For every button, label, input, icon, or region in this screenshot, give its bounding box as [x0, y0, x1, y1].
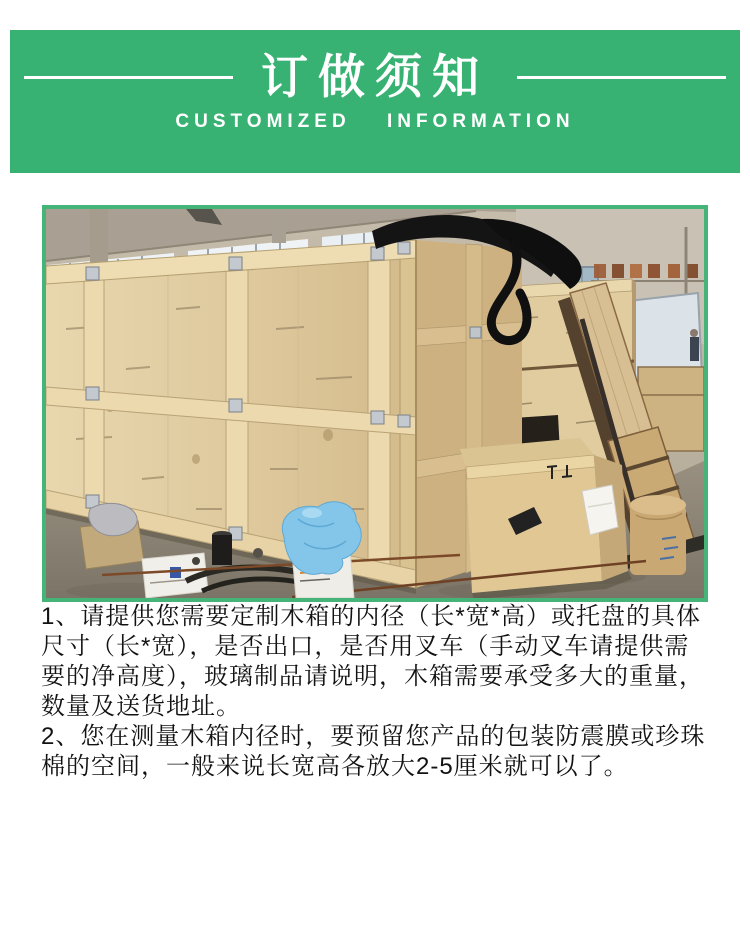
title-rule-right [517, 76, 726, 79]
header-band [10, 30, 740, 173]
wooden-crate-small [460, 438, 632, 598]
note-item-2: 2、您在测量木箱内径时，要预留您产品的包装防震膜或珍珠棉的空间，一般来说长宽高各放大2-5厘米就可以了。 [41, 723, 706, 780]
crates-photo-frame [42, 205, 708, 602]
customized-information-section [0, 30, 750, 782]
note-item-1: 1、请提供您需要定制木箱的内径（长*宽*高）或托盘的具体尺寸（长*宽），是否出口，是否用叉车（手动叉车请提供需要的净高度），玻璃制品请说明，木箱需要承受多大的重量，数量及送货地址。 [41, 603, 704, 720]
custom-notes [41, 602, 709, 782]
crates-photo [46, 209, 704, 598]
section-title: 订做须知 [261, 50, 489, 103]
section-subtitle: CUSTOMIZED INFORMATION [175, 111, 575, 132]
title-row [10, 30, 740, 104]
title-rule-left [24, 76, 233, 79]
